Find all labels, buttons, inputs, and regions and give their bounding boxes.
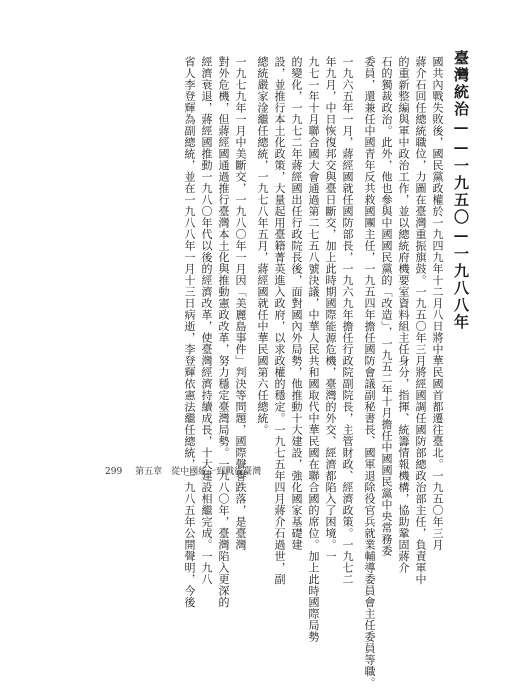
text-column-1: 國共內戰失敗後，國民黨政權於一九四九年十二月八日將中華民國首都遷往臺北。一九五〇年三月	[431, 56, 444, 551]
page-number: 299	[105, 467, 123, 477]
text-column-4: 石的獨裁政治。此外，他也參與中國國民黨的「改造」，一九五二年十月擔任中國國民黨中央常務委	[380, 56, 393, 557]
text-column-15: 省人李登輝為副總統，並在一九八八年一月十三日病逝，李登輝依憲法繼任總統，一九八五年公開聲明，今後	[183, 56, 196, 608]
text-column-13: 對外危機，但蔣經國通過推行臺灣本土化與推動憲政改革，努力穩定臺灣局勢。一九八〇年，臺灣陷入更深的	[217, 56, 230, 608]
page-footer	[105, 464, 261, 477]
text-column-2: 蔣介石回任總統職位，力圖在臺灣重振旗鼓。一九五〇年三月將經國調任國防部總政治部主任，負責軍中	[414, 56, 427, 585]
chapter-footer: 第五章 從中國統一到戰後臺灣	[135, 467, 262, 477]
text-column-7: 年九月，中日恢復邦交與臺日斷交，加上此時期國際能源危機，臺灣的外交、經濟都陷入了困境。一	[324, 56, 337, 562]
text-column-5: 委員，還兼任中國青年反共救國團主任，一九五四年擔任國防會議副秘書長、國軍退除役官兵就業輔導委員會主任委員等職。	[363, 56, 376, 689]
text-column-12: 一九七九年一月中美斷交，一九八〇年一月因「美麗島事件」判決等問題，國際聲譽跌落，是臺灣	[234, 56, 247, 551]
section-title: 臺灣統治——一九五〇—一九八八年	[452, 50, 470, 331]
text-column-9: 的變化，一九七二年蔣經國出任行政院長後，面對國內外局勢，他推動十大建設，強化國家基礎建	[290, 56, 303, 551]
text-column-14: 經濟衰退，蔣經國推動一九八〇年代以後的經濟改革，使臺灣經濟持續成長，十大建設相繼完成。一九八	[200, 56, 213, 585]
text-column-11: 總統嚴家淦繼任總統，一九七八年五月，蔣經國就任中華民國第六任總統。	[256, 56, 269, 436]
text-column-8: 九七一年十月聯合國大會通過第二七五八號決議，中華人民共和國取代中華民國在聯合國的席位。加上此時國際局勢	[307, 56, 320, 643]
text-column-10: 設，並推行本土化政策，大量起用臺籍菁英進入政府，以求政權的穩定。一九七五年四月蔣介石過世，副	[273, 56, 286, 585]
text-column-6: 一九六五年一月，蔣經國就任國防部長，一九六九年擔任行政院副院長，主管財政、經濟政策。一九七二	[341, 56, 354, 585]
text-column-3: 的重新整編與軍中政治工作，並以總統府機要室資料組主任身分，指揮、統籌情報機構，協助鞏固蔣介	[397, 56, 410, 574]
